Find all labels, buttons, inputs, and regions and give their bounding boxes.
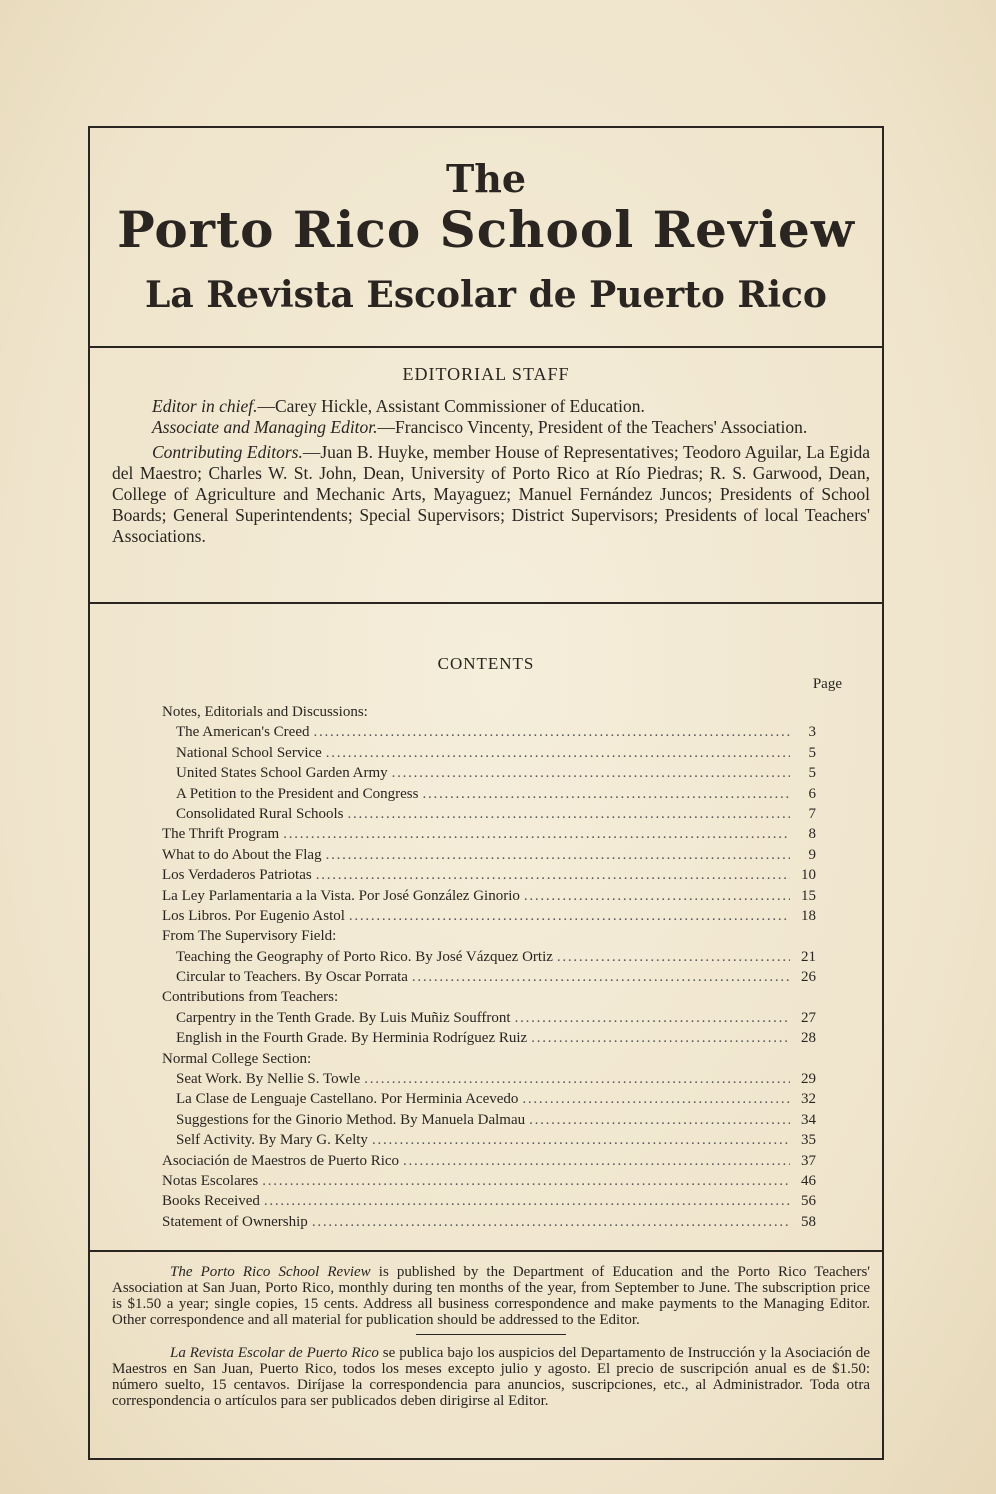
contents-entry [162,1173,816,1193]
entry-title: Asociación de Maestros de Puerto Rico [162,1152,400,1169]
entry-title: Statement of Ownership [162,1213,308,1230]
dot-leader [422,786,790,803]
dot-leader [531,1030,790,1047]
contents-entry [162,1010,816,1030]
entry-title: United States School Garden Army [176,765,388,782]
entry-title: What to do About the Flag [162,846,322,863]
contents-entry [162,928,816,948]
notice-title: The Porto Rico School Review [170,1264,371,1280]
entry-page: 8 [808,826,816,843]
entry-title: Books Received [162,1193,260,1210]
contents-entry [162,1132,816,1152]
contents-entry [162,888,816,908]
contents-entry [162,765,816,785]
role-name: —Carey Hickle, Assistant Commissioner of Education. [257,396,645,416]
contents-entry [162,1091,816,1111]
contents-entry [162,847,816,867]
divider [416,1334,566,1335]
dot-leader [264,1193,790,1210]
editorial-heading: EDITORIAL STAFF [402,364,570,384]
entry-page: 28 [801,1030,816,1047]
masthead-the: The [445,156,527,201]
entry-page: 58 [801,1213,816,1230]
contents-entry [162,1214,816,1234]
entry-title: Seat Work. By Nellie S. Towle [176,1071,361,1088]
contents-entry [162,786,816,806]
masthead-subtitle: La Revista Escolar de Puerto Rico [145,274,827,316]
notice-english [112,1264,870,1328]
associate-editor [112,417,870,438]
notice-spanish [112,1345,870,1409]
role-name: —Juan B. Huyke, member House of Representatives; Teodoro Aguilar, La Egida del Maestro; Charles W. St. John, Dean, University of Porto Rico at Río Piedras; R. S. Garwood, Dean, College of Agriculture and Mechanic Arts, Mayaguez; Manuel Fernández Juncos; Presidents of School Boards; General Superintendents; Special Supervisors; District Supervisors; Presidents of local Teachers' Associations. [112,442,870,546]
role-label: Editor in chief. [152,396,258,416]
dot-leader [403,1153,790,1170]
dot-leader [522,1091,790,1108]
dot-leader [392,765,790,782]
entry-page: 34 [801,1111,816,1128]
editor-in-chief [112,396,870,417]
page-column-label: Page [812,676,842,692]
dot-leader [372,1132,790,1149]
dot-leader [412,969,790,986]
contents-entry [162,724,816,744]
entry-title: Notas Escolares [162,1172,259,1189]
contents-heading: CONTENTS [437,654,535,673]
entry-page: 10 [801,867,816,884]
entry-page: 5 [808,744,816,761]
dot-leader [349,908,790,925]
entry-page: 32 [801,1091,816,1108]
entry-page: 29 [801,1071,816,1088]
page-frame [88,126,884,1460]
contents-entry [162,908,816,928]
dot-leader [326,745,790,762]
dot-leader [312,1214,790,1231]
entry-title: Los Libros. Por Eugenio Astol [162,907,345,924]
entry-title: A Petition to the President and Congress [176,785,419,802]
notice-text: is published by the Department of Education and the Porto Rico Teachers' Association at San Juan, Porto Rico, monthly during ten months of the year, from September to June. The subscription price is $1.50 a year; single copies, 15 cents. Address all business correspondence and make payments to the Managing Editor. Other correspondence and all material for publication should be addressed to the Editor. [112,1264,870,1328]
contents-entry [162,989,816,1009]
contents-entry [162,745,816,765]
entry-title: English in the Fourth Grade. By Herminia Rodríguez Ruiz [176,1030,528,1047]
dot-leader [364,1071,790,1088]
dot-leader [283,826,790,843]
entry-title: Suggestions for the Ginorio Method. By Manuela Dalmau [176,1111,526,1128]
dot-leader [313,724,790,741]
entry-page: 5 [808,765,816,782]
entry-page: 35 [801,1132,816,1149]
entry-page: 26 [801,969,816,986]
contents-list [162,704,816,1234]
entry-page: 56 [801,1193,816,1210]
contents-entry [162,1112,816,1132]
dot-leader [524,888,790,905]
role-name: —Francisco Vincenty, President of the Teachers' Association. [377,417,808,437]
role-label: Contributing Editors. [152,442,303,462]
entry-title: La Clase de Lenguaje Castellano. Por Herminia Acevedo [176,1091,519,1108]
role-label: Associate and Managing Editor. [152,417,378,437]
contents-section [90,602,882,1252]
entry-title: Notes, Editorials and Discussions: [162,704,368,720]
entry-title: La Ley Parlamentaria a la Vista. Por José González Ginorio [162,887,520,904]
contents-entry [162,1193,816,1213]
entry-title: From The Supervisory Field: [162,928,337,945]
entry-title: Circular to Teachers. By Oscar Porrata [176,969,408,986]
entry-title: The Thrift Program [162,826,280,843]
contents-entry [162,826,816,846]
entry-title: Teaching the Geography of Porto Rico. By José Vázquez Ortiz [176,948,553,965]
dot-leader [557,949,790,966]
entry-page: 15 [801,887,816,904]
contents-entry [162,949,816,969]
editorial-staff-section [90,346,882,604]
entry-title: Carpentry in the Tenth Grade. By Luis Muñiz Souffront [176,1009,511,1026]
contents-entry [162,704,816,724]
entry-title: Self Activity. By Mary G. Kelty [176,1132,368,1149]
entry-page: 27 [801,1009,816,1026]
dot-leader [326,847,790,864]
notice-title: La Revista Escolar de Puerto Rico [170,1345,379,1361]
entry-page: 7 [808,805,816,822]
entry-title: Contributions from Teachers: [162,989,339,1006]
entry-title: Normal College Section: [162,1050,312,1067]
masthead-title: Porto Rico School Review [117,200,855,259]
dot-leader [348,806,791,823]
dot-leader [316,867,790,884]
masthead [90,128,882,348]
dot-leader [262,1173,790,1190]
contents-entry [162,867,816,887]
notice-text: se publica bajo los auspicios del Departamento de Instrucción y la Asociación de Maestros en San Juan, Puerto Rico, todos los meses excepto julio y agosto. El precio de suscripción anual es de $1.50: número suelto, 15 centavos. Diríjase la correspondencia para anuncios, suscripciones, etc., al Administrador. Toda otra correspondencia o artículos para ser publicados deben dirigirse al Editor. [112,1345,870,1409]
entry-page: 21 [801,948,816,965]
entry-page: 46 [801,1172,816,1189]
contents-entry [162,1071,816,1091]
publication-notice [112,1264,870,1409]
contents-entry [162,1153,816,1173]
entry-title: Consolidated Rural Schools [176,805,344,822]
entry-page: 6 [808,785,816,802]
entry-page: 18 [801,907,816,924]
contents-entry [162,1030,816,1050]
entry-page: 37 [801,1152,816,1169]
contents-entry [162,969,816,989]
contents-entry [162,806,816,826]
dot-leader [529,1112,790,1129]
entry-title: The American's Creed [176,724,310,741]
entry-title: Los Verdaderos Patriotas [162,867,312,884]
contributing-editors [112,442,870,547]
entry-title: National School Service [176,744,322,761]
contents-entry [162,1051,816,1071]
entry-page: 9 [808,846,816,863]
entry-page: 3 [808,724,816,741]
dot-leader [515,1010,790,1027]
